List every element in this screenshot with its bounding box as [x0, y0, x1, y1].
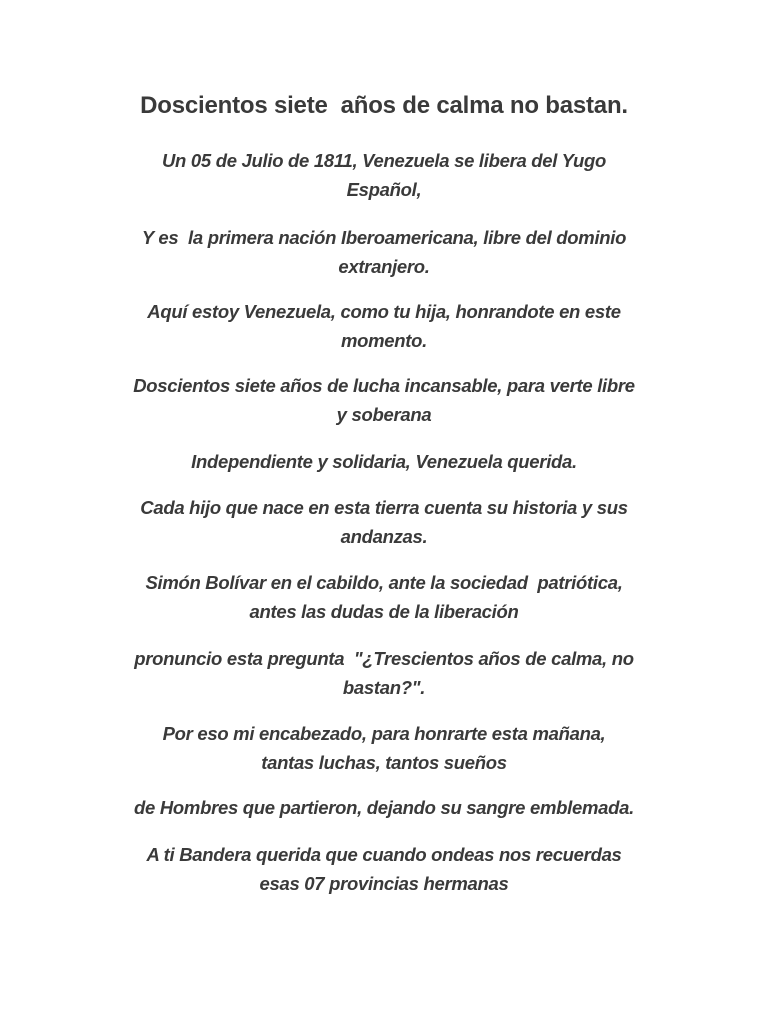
stanza-line: extranjero.	[338, 256, 430, 277]
stanza-line: Español,	[346, 179, 422, 200]
stanza-8	[100, 644, 668, 702]
stanza-11	[100, 840, 668, 898]
stanza-line: bastan?".	[342, 677, 426, 698]
stanza-line: andanzas.	[340, 526, 428, 547]
stanza-line: Y es la primera nación Iberoamericana, libre del dominio	[141, 227, 627, 248]
stanza-line: y soberana	[336, 404, 432, 425]
stanza-10	[100, 793, 668, 822]
stanza-line: esas 07 provincias hermanas	[259, 873, 509, 894]
stanza-6	[100, 493, 668, 551]
stanza-line: tantas luchas, tantos sueños	[261, 752, 507, 773]
stanza-line: Simón Bolívar en el cabildo, ante la sociedad patriótica,	[145, 572, 623, 593]
stanza-9	[100, 719, 668, 777]
stanza-1	[100, 146, 668, 204]
stanza-5	[100, 447, 668, 476]
stanza-line: Doscientos siete años de lucha incansable, para verte libre	[133, 375, 635, 396]
stanza-7	[100, 568, 668, 626]
stanza-line: Aquí estoy Venezuela, como tu hija, honrandote en este	[147, 301, 621, 322]
stanza-line: antes las dudas de la liberación	[249, 601, 519, 622]
poem-title: Doscientos siete años de calma no bastan.	[140, 92, 628, 119]
stanza-line: Un 05 de Julio de 1811, Venezuela se libera del Yugo	[162, 150, 606, 171]
stanza-line: A ti Bandera querida que cuando ondeas nos recuerdas	[146, 844, 622, 865]
stanza-line: momento.	[341, 330, 427, 351]
stanza-line: de Hombres que partieron, dejando su sangre emblemada.	[134, 797, 634, 818]
stanza-line: Por eso mi encabezado, para honrarte esta mañana,	[162, 723, 606, 744]
stanza-line: Independiente y solidaria, Venezuela querida.	[191, 451, 577, 472]
stanza-line: pronuncio esta pregunta "¿Trescientos años de calma, no	[134, 648, 634, 669]
stanza-line: Cada hijo que nace en esta tierra cuenta su historia y sus	[140, 497, 628, 518]
stanza-4	[100, 371, 668, 429]
stanza-3	[100, 297, 668, 355]
stanza-2	[100, 223, 668, 281]
